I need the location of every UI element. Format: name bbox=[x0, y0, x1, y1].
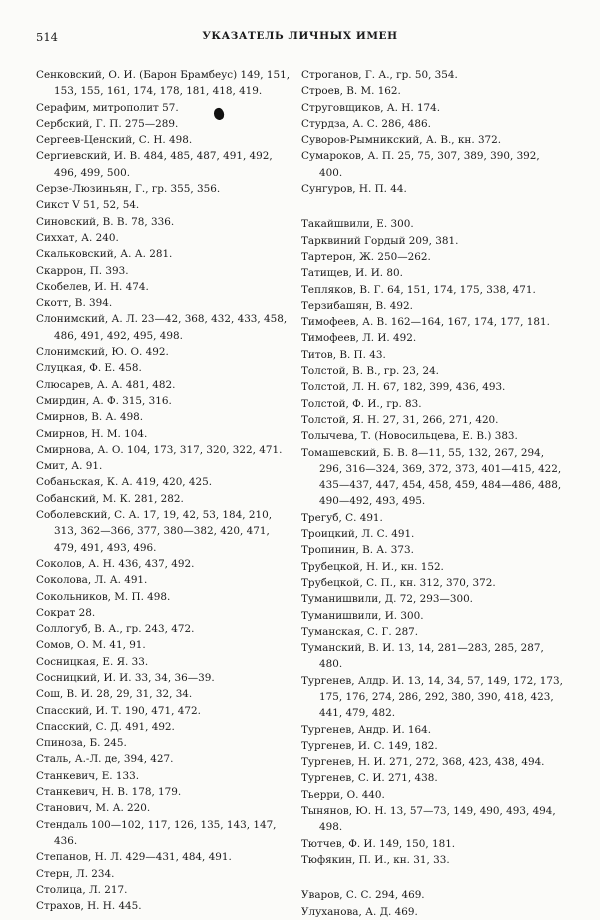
index-entry: Трегуб, С. 491. bbox=[301, 511, 383, 524]
index-entry: Туманский, В. И. 13, 14, 281—283, 285, 287, 480. bbox=[301, 642, 544, 671]
index-entry: Тартерон, Ж. 250—262. bbox=[301, 250, 431, 263]
index-entry: Тургенев, Андр. И. 164. bbox=[301, 723, 432, 736]
index-entry: Сикст V 51, 52, 54. bbox=[36, 199, 140, 212]
index-entry: Стерн, Л. 234. bbox=[36, 867, 115, 880]
index-entry: Сербский, Г. П. 275—289. bbox=[36, 117, 179, 130]
index-entry: Сосницкий, И. И. 33, 34, 36—39. bbox=[36, 671, 215, 684]
index-entry: Сиххат, А. 240. bbox=[36, 231, 119, 244]
index-entry: Тарквиний Гордый 209, 381. bbox=[301, 234, 459, 247]
index-entry: Сергеев-Ценский, С. Н. 498. bbox=[36, 134, 193, 147]
index-entry: Толстой, Л. Н. 67, 182, 399, 436, 493. bbox=[301, 381, 506, 394]
index-entry: Томашевский, Б. В. 8—11, 55, 132, 267, 294, 296, 316—324, 369, 372, 373, 401—415, 422, 435—437, 447, 454, 458, 459, 484—486, 488, 490—492, 493, 495. bbox=[301, 446, 562, 508]
index-entry: Тургенев, И. С. 149, 182. bbox=[301, 739, 438, 752]
index-entry: Тынянов, Ю. Н. 13, 57—73, 149, 490, 493, 494, 498. bbox=[301, 805, 556, 834]
right-column bbox=[301, 67, 563, 920]
index-entry: Тьерри, О. 440. bbox=[301, 788, 385, 801]
index-entry: Серзе-Люзиньян, Г., гр. 355, 356. bbox=[36, 183, 221, 196]
index-entry: Туманишвили, Д. 72, 293—300. bbox=[301, 593, 473, 606]
index-entry: Скотт, В. 394. bbox=[36, 297, 113, 310]
index-entry: Столица, Л. 217. bbox=[36, 883, 128, 896]
index-entry: Сомов, О. М. 41, 91. bbox=[36, 639, 146, 652]
index-entry: Уваров, С. С. 294, 469. bbox=[301, 889, 425, 902]
index-entry: Стурдза, А. С. 286, 486. bbox=[301, 117, 431, 130]
index-entry: Сумароков, А. П. 25, 75, 307, 389, 390, 392, 400. bbox=[301, 150, 540, 179]
index-entry: Слонимский, А. Л. 23—42, 368, 432, 433, 458, 486, 491, 492, 495, 498. bbox=[36, 313, 288, 342]
index-entry: Тепляков, В. Г. 64, 151, 174, 175, 338, 471. bbox=[301, 283, 536, 296]
index-entry: Тюфякин, П. И., кн. 31, 33. bbox=[301, 853, 450, 866]
index-entry: Трубецкой, С. П., кн. 312, 370, 372. bbox=[301, 576, 496, 589]
index-entry: Станкевич, Н. В. 178, 179. bbox=[36, 786, 182, 799]
index-entry: Толычева, Т. (Новосильцева, Е. В.) 383. bbox=[301, 430, 518, 443]
index-entry: Толстой, Ф. И., гр. 83. bbox=[301, 397, 422, 410]
index-entry: Сокольников, М. П. 498. bbox=[36, 590, 171, 603]
index-entry: Синовский, В. В. 78, 336. bbox=[36, 215, 175, 228]
index-entry: Степанов, Н. Л. 429—431, 484, 491. bbox=[36, 851, 232, 864]
index-entry: Слонимский, Ю. О. 492. bbox=[36, 346, 169, 359]
index-entry: Сунгуров, Н. П. 44. bbox=[301, 183, 407, 196]
index-entry: Соллогуб, В. А., гр. 243, 472. bbox=[36, 623, 195, 636]
index-entry: Слюсарев, А. А. 481, 482. bbox=[36, 378, 176, 391]
index-entry: Страхов, Н. Н. 445. bbox=[36, 900, 142, 913]
index-entry: Станкевич, Е. 133. bbox=[36, 769, 140, 782]
index-entry: Сош, В. И. 28, 29, 31, 32, 34. bbox=[36, 688, 193, 701]
index-entry: Сенковский, О. И. (Барон Брамбеус) 149, 151, 153, 155, 161, 174, 178, 181, 418, 419. bbox=[36, 69, 291, 98]
index-entry: Тютчев, Ф. И. 149, 150, 181. bbox=[301, 837, 456, 850]
index-entry: Собанский, М. К. 281, 282. bbox=[36, 492, 184, 505]
index-entry: Такайшвили, Е. 300. bbox=[301, 218, 414, 231]
index-entry: Серафим, митрополит 57. bbox=[36, 101, 179, 114]
index-entry: Тургенев, С. И. 271, 438. bbox=[301, 772, 438, 785]
index-entry: Трубецкой, Н. И., кн. 152. bbox=[301, 560, 444, 573]
index-entry: Туманишвили, И. 300. bbox=[301, 609, 424, 622]
index-entry: Тургенев, Алдр. И. 13, 14, 34, 57, 149, 172, 173, 175, 176, 274, 286, 292, 380, 390, 418, 423, 441, 479, 482. bbox=[301, 674, 563, 720]
index-entry: Титов, В. П. 43. bbox=[301, 348, 386, 361]
left-column bbox=[36, 67, 294, 914]
index-entry: Слуцкая, Ф. Е. 458. bbox=[36, 362, 142, 375]
index-entry: Тимофеев, Л. И. 492. bbox=[301, 332, 417, 345]
page-number: 514 bbox=[36, 30, 58, 44]
index-entry: Соколова, Л. А. 491. bbox=[36, 574, 148, 587]
index-entry: Сократ 28. bbox=[36, 606, 96, 619]
index-entry: Тропинин, В. А. 373. bbox=[301, 544, 414, 557]
index-entry: Смит, А. 91. bbox=[36, 460, 103, 473]
index-entry: Спасский, И. Т. 190, 471, 472. bbox=[36, 704, 201, 717]
page-header bbox=[36, 30, 564, 48]
page-title: УКАЗАТЕЛЬ ЛИЧНЫХ ИМЕН bbox=[202, 30, 398, 42]
index-entry: Суворов-Рымникский, А. В., кн. 372. bbox=[301, 134, 502, 147]
index-entry: Строев, В. М. 162. bbox=[301, 85, 401, 98]
index-entry: Смирдин, А. Ф. 315, 316. bbox=[36, 394, 172, 407]
index-entry: Смирнов, Н. М. 104. bbox=[36, 427, 148, 440]
index-entry: Сосницкая, Е. Я. 33. bbox=[36, 655, 149, 668]
index-entry: Терзибашян, В. 492. bbox=[301, 299, 413, 312]
index-entry: Скаррон, П. 393. bbox=[36, 264, 129, 277]
index-entry: Станович, М. А. 220. bbox=[36, 802, 151, 815]
index-entry: Собаньская, К. А. 419, 420, 425. bbox=[36, 476, 213, 489]
index-entry: Сталь, А.-Л. де, 394, 427. bbox=[36, 753, 174, 766]
group-gap bbox=[301, 197, 563, 216]
index-entry: Татищев, И. И. 80. bbox=[301, 267, 403, 280]
index-entry: Скобелев, И. Н. 474. bbox=[36, 280, 149, 293]
index-entry: Толстой, В. В., гр. 23, 24. bbox=[301, 365, 439, 378]
index-entry: Смирнова, А. О. 104, 173, 317, 320, 322, 471. bbox=[36, 443, 283, 456]
index-entry: Сергиевский, И. В. 484, 485, 487, 491, 492, 496, 499, 500. bbox=[36, 150, 273, 179]
index-entry: Толстой, Я. Н. 27, 31, 266, 271, 420. bbox=[301, 413, 499, 426]
index-entry: Скальковский, А. А. 281. bbox=[36, 248, 173, 261]
index-entry: Спасский, С. Д. 491, 492. bbox=[36, 720, 175, 733]
index-entry: Строганов, Г. А., гр. 50, 354. bbox=[301, 69, 458, 81]
index-entry: Спиноза, Б. 245. bbox=[36, 737, 127, 750]
index-entry: Троицкий, Л. С. 491. bbox=[301, 528, 415, 541]
index-entry: Тимофеев, А. В. 162—164, 167, 174, 177, 181. bbox=[301, 316, 550, 329]
index-entry: Стендаль 100—102, 117, 126, 135, 143, 147, 436. bbox=[36, 818, 277, 847]
index-entry: Струговщиков, А. Н. 174. bbox=[301, 101, 441, 114]
index-entry: Смирнов, В. А. 498. bbox=[36, 411, 144, 424]
index-entry: Соболевский, С. А. 17, 19, 42, 53, 184, 210, 313, 362—366, 377, 380—382, 420, 471, 479, 491, 493, 496. bbox=[36, 509, 273, 554]
group-gap bbox=[301, 868, 563, 887]
index-entry: Тургенев, Н. И. 271, 272, 368, 423, 438, 494. bbox=[301, 756, 545, 769]
index-entry: Туманская, С. Г. 287. bbox=[301, 625, 419, 638]
index-entry: Улуханова, А. Д. 469. bbox=[301, 905, 418, 918]
index-entry: Соколов, А. Н. 436, 437, 492. bbox=[36, 557, 195, 570]
